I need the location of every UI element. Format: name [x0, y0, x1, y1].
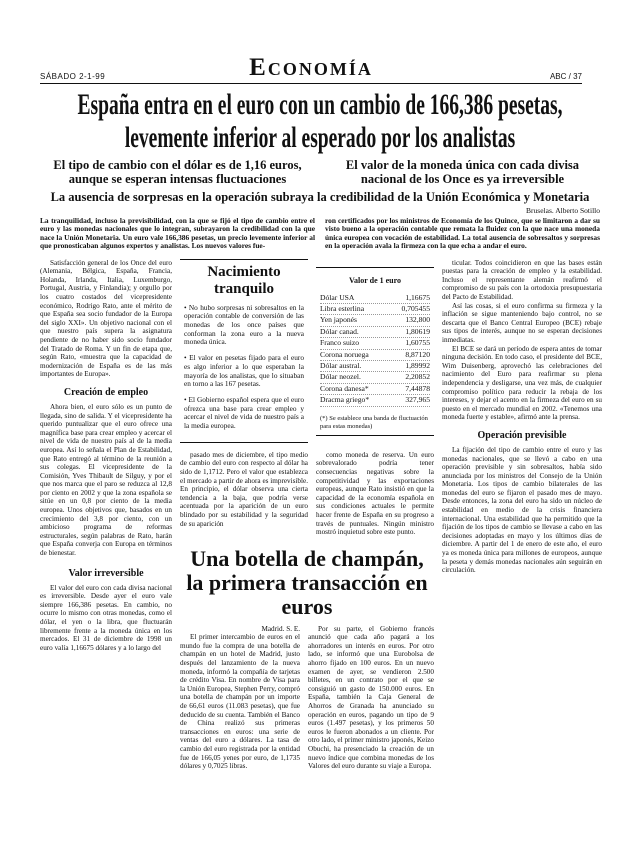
- box-item: • El valor en pesetas fijado para el euro es algo inferior a lo que esperaban la mayoría de los analistas, que lo situaban en torno a las 167 pesetas.: [184, 353, 304, 389]
- rate-row: [320, 304, 430, 315]
- lead-paragraph-left: La tranquilidad, incluso la previsibilidad, con la que se fijó el tipo de cambio entre el euro y las monedas nacionales que lo integran, subrayaron la credibilidad con la que nace la Unión Monetaria. Un euro vale 166,386 pesetas, un precio levemente inferior al que pronosticaban algunos expertos y analistas. Los nuevos valores fue-: [40, 216, 315, 251]
- currency-name: Corona noruega: [320, 349, 369, 359]
- currency-value: 1,80619: [405, 326, 430, 336]
- currency-name: Dólar neozel.: [320, 372, 361, 382]
- currency-value: 1,89992: [405, 361, 430, 371]
- boxes-row: [180, 259, 434, 443]
- currency-value: 0,705455: [401, 304, 430, 314]
- currency-name: Dólar canad.: [320, 326, 359, 336]
- paragraph: ticular. Todos coincidieron en que las bases están puestas para la creación de empleo y la estabilidad. Incluso el representante alemán reafirmó el compromiso de su país con la ortodoxia presupuestaria del Pacto de Estabilidad.: [442, 258, 602, 301]
- currency-value: 2,20852: [405, 372, 430, 382]
- page-header: [40, 55, 582, 84]
- currency-value: 132,800: [405, 315, 430, 325]
- lead-paragraph-right: ron certificados por los ministros de Economía de los Quince, que se limitaron a dar su visto bueno a la operación contable que remata la fluidez con la que nace una moneda única europea con vocación de estabilidad. La total ausencia de sobresaltos y sorpresas en la operación avala la firmeza con la que echa a andar el euro.: [325, 216, 600, 251]
- rate-row: [320, 350, 430, 361]
- section-subhead: Creación de empleo: [63, 386, 149, 398]
- lead: [40, 217, 600, 251]
- currency-name: Dracma griego*: [320, 395, 370, 405]
- rate-row: [320, 361, 430, 372]
- column-1: [40, 259, 172, 653]
- headline-container: [40, 88, 600, 154]
- dateline: Madrid. S. E.: [261, 624, 300, 633]
- currency-name: Libra esterlina: [320, 304, 365, 314]
- champ-column-2: Por su parte, el Gobierno francés anunció que cada año pagará a los ahorradores un interés en euros. Por otro lado, se informó que una Eurobolsa de ahorro fijado en 100 euros. En un nuevo examen de ayer, se vendieron 2.500 billetes, en un contrato por el que se consiguió un gasto de 150.000 euros. En España, también la Caja General de Ahorros de Granada ha anunciado su operación en euros, pagando un tipo de 9 euros (1.497 pesetas), y los primeros 50 euros le fueron abonados a un cliente. Por otro lado, el primer ministro japonés, Keizo Obuchi, ha presenciado la creación de un nuevo índice que combina monedas de los Valores del euro durante su viaje a Europa.: [308, 624, 434, 771]
- issue-date: SÁBADO 2-1-99: [40, 72, 106, 81]
- champ-row: [180, 625, 434, 771]
- champ-column-1: [180, 625, 300, 771]
- exchange-rate-box: [316, 267, 434, 436]
- byline: Bruselas. Alberto Sotillo: [526, 206, 600, 215]
- currency-name: Yen japonés: [320, 315, 357, 325]
- exchange-rate-table: [320, 293, 430, 407]
- column-4: [442, 259, 602, 575]
- section-title: Economía: [249, 54, 373, 81]
- box-note: (*) Se establece una banda de fluctuación para estas monedas): [320, 414, 428, 430]
- subheadline-wide: La ausencia de sorpresas en la operación subraya la credibilidad de la Unión Económica y Monetaria: [50, 190, 590, 204]
- article-columns: [40, 259, 600, 771]
- box-item: • El Gobierno español espera que el euro ofrezca una base para crear empleo y acercar el nivel de vida de nuestro país a la media europea.: [184, 394, 304, 431]
- paragraph: Así las cosas, si el euro confirma su firmeza y la inflación se sigue manteniendo bajo control, no se descarta que el Banco Central Europeo (BCE) rebaje sus tipos de interés, aunque no se esperan decisiones inmediatas.: [442, 301, 602, 344]
- continuation-row: [180, 451, 434, 537]
- rate-row: [320, 372, 430, 383]
- subheadline-left: El tipo de cambio con el dólar es de 1,16 euros, aunque se esperan intensas fluctuaciones: [53, 158, 302, 186]
- rate-row: [320, 293, 430, 304]
- box-title: Valor de 1 euro: [348, 275, 402, 285]
- secondary-headline-container: [180, 547, 434, 619]
- currency-name: Dólar austral.: [320, 361, 362, 371]
- currency-value: 1,60755: [405, 338, 430, 348]
- summary-box: [180, 259, 308, 443]
- section-subhead: Valor irreversible: [68, 567, 144, 579]
- middle-columns: [180, 259, 434, 771]
- currency-value: 8,87120: [405, 349, 430, 359]
- paragraph: El primer intercambio de euros en el mundo fue la compra de una botella de champán en un hotel de Madrid, justo después del lanzamiento de la nueva moneda, informó la compañía de tarjetas de crédito Visa. En nombre de Visa para la Unión Europea, Stephen Perry, compró una botella de champán por un importe de 66,61 euros (11.083 pesetas), que fue deducido de su cuenta. También el Banco de China realizó sus primeras transacciones en euros: una serie de ventas del euro a dólares. La tasa de cambio del euro registrada por la entidad fue de 166,05 yenes por euro, de 1,1735 dólares y 0,7025 libras.: [180, 633, 300, 771]
- page-number: ABC / 37: [549, 72, 582, 81]
- rate-row: [320, 315, 430, 326]
- rate-row: [320, 384, 430, 395]
- box-item: • No hubo sorpresas ni sobresaltos en la operación contable de conversión de las monedas de los once países que conforman la zona euro a la nueva moneda única.: [184, 302, 304, 347]
- currency-name: Franco suizo: [320, 338, 360, 348]
- box-title: Nacimiento tranquilo: [207, 263, 281, 297]
- paragraph: El valor del euro con cada divisa nacional es irreversible. Desde ayer el euro vale siempre 166,386 pesetas. En cambio, no ocurre lo mismo con otras monedas, como el dólar, el yen o la libra, que fluctuarán libremente frente a la moneda única en los mercados. El 31 de diciembre de 1998 un euro valía 1,16675 dólares y a lo largo del: [40, 583, 172, 652]
- subheadline-right: El valor de la moneda única con cada divisa nacional de los Once es ya irreversible: [345, 158, 580, 186]
- paragraph: Satisfacción general de los Once del euro (Alemania, Bélgica, España, Francia, Holanda, Irlanda, Italia, Luxemburgo, Portugal, Austria, y Finlandia); y orgullo por los cuatro costados del vicepresidente económico, Rodrigo Rato, ante el mérito de que España sea socio fundador de la Europa del siglo XXI». Un objetivo nacional con el que nuestro país supera la asignatura pendiente de no haber sido socio fundador del Tratado de Roma. Y un fin de etapa que, según Rato, «muestra que la capacidad de modernización de España es de las más importantes de Europa».: [40, 258, 172, 379]
- column-3-top: como moneda de reserva. Un euro sobrevalorado podría tener consecuencias negativas sobre la competitividad y las exportaciones europeas, aunque Rato insistió en que la capacidad de la economía española en sus condiciones actuales le permite hacer frente de España en su progreso a través de puntuales. Ningún ministro mostró inquietud sobre este punto.: [316, 450, 434, 537]
- rate-row: [320, 395, 430, 406]
- paragraph: El BCE se dará un período de espera antes de tomar ninguna decisión. En todo caso, el presidente del BCE, Wim Duisenberg, aprovechó las celebraciones del nacimiento del Euro para reafirmar su plena independencia y desligarse, una vez más, de cualquier compromiso político para reducir la rebaja de los intereses, y dejar el acento en la firmeza del euro en su puesto en el mercado mundial en 2002. «Tenemos una moneda fuerte y estable», afirmó ante la prensa.: [442, 344, 602, 422]
- section-subhead: Operación previsible: [477, 429, 567, 441]
- secondary-headline: Una botella de champán, la primera transacción en euros: [186, 545, 428, 619]
- rate-row: [320, 338, 430, 349]
- paragraph: Ahora bien, el euro sólo es un punto de llegada, sino de salida. Y el vicepresidente ha querido puntualizar que el euro ofrece una magnífica base para crear empleo y acercar el nivel de vida de nuestro país al de la media europea. Así lo señala el Plan de Estabilidad, que Rato entregó al término de la reunión a sus colegas. El vicepresidente de la Comisión, Yves Thibault de Silguy, y por el que nos marca que el paro se reduzca al 12,8 por ciento en 2002 y que la zona española se sitúe en un 0,8 por ciento de la media europea. Unos objetivos que, basados en un crecimiento del 3,8 por ciento, con un ambicioso programa de reformas estructurales, según palabras de Rato, harán que España converja con Europa en términos de bienestar.: [40, 402, 172, 558]
- currency-name: Corona danesa*: [320, 383, 369, 393]
- main-headline: España entra en el euro con un cambio de 166,386 pesetas, levemente inferior al esperado por los analistas: [77, 88, 563, 154]
- currency-value: 7,44878: [405, 383, 430, 393]
- rate-row: [320, 327, 430, 338]
- currency-value: 1,16675: [405, 292, 430, 302]
- column-2-top: pasado mes de diciembre, el tipo medio de cambio del euro con respecto al dólar ha sido de 1,1712. Pero el valor que establezca el mercado a partir de ahora es imprevisible. En principio, el dólar observa una cierta tendencia a la baja, que podría verse acentuada por la aparición de un euro blindado por su estabilidad y la seguridad de su aparición: [180, 450, 308, 528]
- currency-value: 327,965: [405, 395, 430, 405]
- currency-name: Dólar USA: [320, 292, 355, 302]
- paragraph: La fijación del tipo de cambio entre el euro y las monedas nacionales, que se llevó a cabo en una operación previsible y sin sobresaltos, había sido anunciada por los ministros del Consejo de la Unión Monetaria. Los tipos de cambio bilaterales de las monedas del euro se fijaron el pasado mes de mayo. Desde entonces, la zona del euro ha sido un núcleo de estabilidad en medio de la crisis financiera internacional. Una estabilidad que ha permitido que la fijación de los tipos de cambio se llevase a cabo en las decisiones adoptadas en mayo y los últimos días de diciembre. A partir del 1 de enero de este año, el euro ya es moneda única para millones de europeos, aunque la peseta y demás monedas nacionales aún seguirán en circulación.: [442, 445, 602, 575]
- subheadlines: [40, 158, 600, 186]
